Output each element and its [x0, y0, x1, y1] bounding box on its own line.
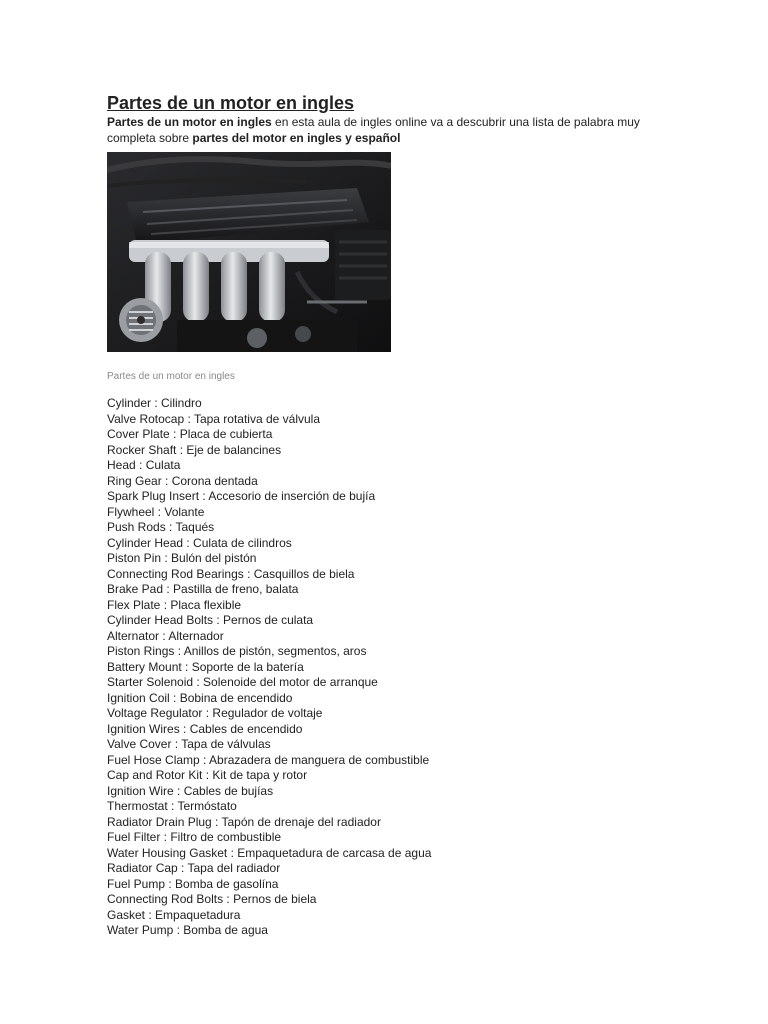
article-title[interactable]: Partes de un motor en ingles	[107, 93, 355, 113]
intro-bold-end: partes del motor en ingles y español	[192, 130, 401, 145]
list-item: Flex Plate : Placa flexible	[107, 597, 242, 612]
list-item: Connecting Rod Bolts : Pernos de biela	[107, 892, 317, 906]
article-intro	[107, 115, 647, 146]
list-item: Fuel Filter : Filtro de combustible	[107, 830, 282, 844]
list-item: Fuel Hose Clamp : Abrazadera de manguera de combustible	[107, 752, 430, 767]
list-item: Cover Plate : Placa de cubierta	[107, 427, 273, 441]
list-item: Cylinder Head Bolts : Pernos de culata	[107, 613, 314, 627]
intro-bold-start: Partes de un motor en ingles	[107, 115, 272, 129]
list-item: Radiator Cap : Tapa del radiador	[107, 861, 281, 875]
list-item: Rocker Shaft : Eje de balancines	[107, 442, 282, 457]
list-item: Cylinder Head : Culata de cilindros	[107, 535, 292, 550]
list-item: Water Housing Gasket : Empaquetadura de carcasa de agua	[107, 845, 432, 860]
list-item: Flywheel : Volante	[107, 504, 205, 519]
list-item: Head : Culata	[107, 458, 181, 472]
list-item: Battery Mount : Soporte de la batería	[107, 659, 304, 674]
list-item: Ignition Wires : Cables de encendido	[107, 721, 303, 736]
list-item: Connecting Rod Bearings : Casquillos de biela	[107, 566, 355, 581]
list-item: Spark Plug Insert : Accesorio de inserción de bujía	[107, 489, 376, 503]
list-item: Push Rods : Taqués	[107, 520, 215, 534]
list-item: Cylinder : Cilindro	[107, 396, 202, 410]
list-item: Thermostat : Termóstato	[107, 799, 237, 813]
list-item: Valve Rotocap : Tapa rotativa de válvula	[107, 411, 321, 426]
list-item: Cap and Rotor Kit : Kit de tapa y rotor	[107, 768, 308, 782]
article	[107, 92, 667, 939]
list-item: Valve Cover : Tapa de válvulas	[107, 737, 271, 751]
image-caption: Partes de un motor en ingles	[107, 371, 235, 382]
list-item: Brake Pad : Pastilla de freno, balata	[107, 582, 299, 596]
list-item: Ignition Coil : Bobina de encendido	[107, 690, 293, 705]
list-item: Alternator : Alternador	[107, 628, 224, 643]
intro-middle: en esta aula de ingles online va a descubrir una lista de palabra muy completa sobre	[107, 115, 640, 145]
list-item: Piston Pin : Bulón del pistón	[107, 551, 257, 565]
parts-list	[107, 396, 667, 939]
list-item: Fuel Pump : Bomba de gasolína	[107, 876, 279, 891]
list-item: Piston Rings : Anillos de pistón, segmentos, aros	[107, 644, 367, 658]
list-item: Radiator Drain Plug : Tapón de drenaje del radiador	[107, 814, 381, 829]
list-item: Voltage Regulator : Regulador de voltaje	[107, 706, 323, 720]
engine-photo	[107, 152, 391, 352]
list-item: Water Pump : Bomba de agua	[107, 923, 268, 937]
list-item: Starter Solenoid : Solenoide del motor de arranque	[107, 675, 378, 689]
list-item: Gasket : Empaquetadura	[107, 907, 241, 922]
list-item: Ring Gear : Corona dentada	[107, 473, 258, 488]
list-item: Ignition Wire : Cables de bujías	[107, 783, 274, 798]
